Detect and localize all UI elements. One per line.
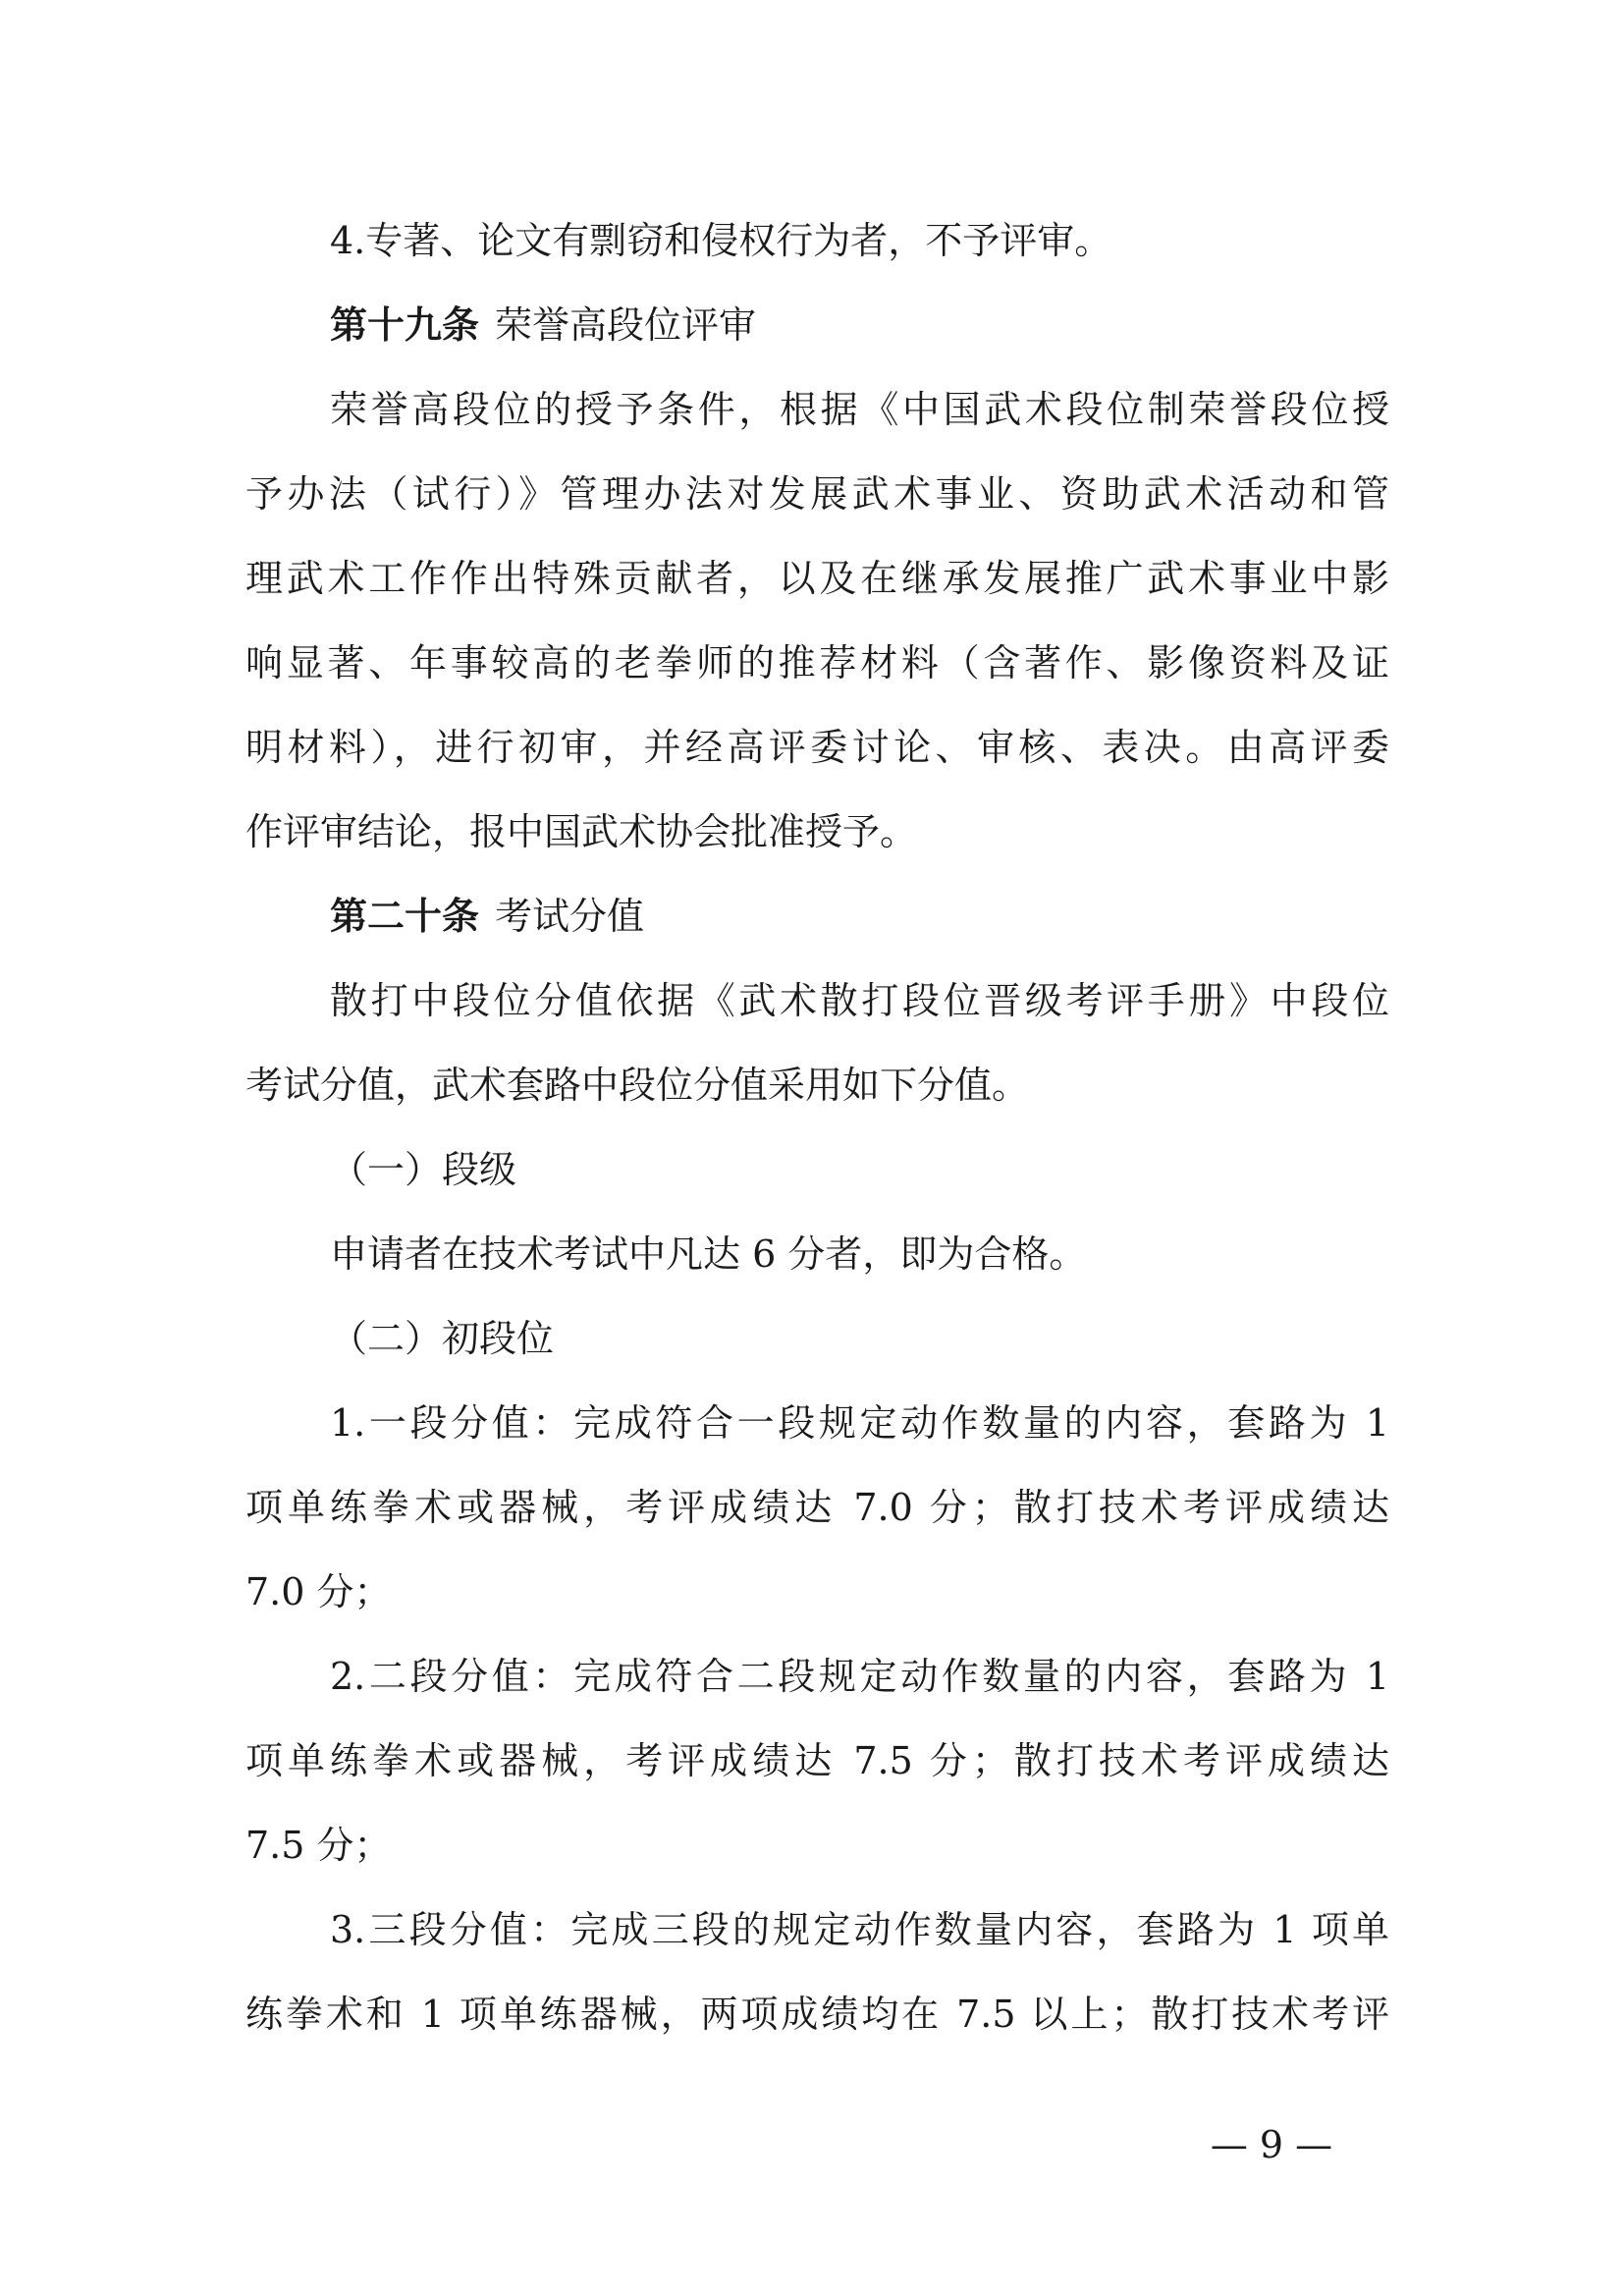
paragraph-line: 荣誉高段位的授予条件，根据《中国武术段位制荣誉段位授 bbox=[330, 388, 1389, 431]
paragraph-line: 响显著、年事较高的老拳师的推荐材料（含著作、影像资料及证 bbox=[245, 641, 1389, 684]
paragraph-line: 申请者在技术考试中凡达 6 分者，即为合格。 bbox=[330, 1232, 1087, 1276]
paragraph-line: 予办法（试行）》管理办法对发展武术事业、资助武术活动和管 bbox=[245, 472, 1389, 516]
list-item-line: 1.一段分值：完成符合一段规定动作数量的内容，套路为 1 bbox=[330, 1401, 1389, 1445]
paragraph-line: 作评审结论，报中国武术协会批准授予。 bbox=[245, 810, 918, 853]
article-20-number: 第二十条 bbox=[330, 895, 480, 938]
article-19-heading-line bbox=[330, 296, 1389, 355]
list-item-line: 7.5 分； bbox=[245, 1824, 392, 1867]
article-20-heading-line bbox=[330, 887, 1389, 946]
paragraph-line: 考试分值，武术套路中段位分值采用如下分值。 bbox=[245, 1064, 1030, 1107]
list-item-line: 2.二段分值：完成符合二段规定动作数量的内容，套路为 1 bbox=[330, 1655, 1389, 1698]
list-item-line: 项单练拳术或器械，考评成绩达 7.0 分；散打技术考评成绩达 bbox=[245, 1486, 1389, 1529]
list-item-line: 练拳术和 1 项单练器械，两项成绩均在 7.5 以上；散打技术考评 bbox=[245, 1993, 1389, 2036]
article-20-title: 考试分值 bbox=[495, 895, 645, 938]
paragraph-line: 散打中段位分值依据《武术散打段位晋级考评手册》中段位 bbox=[330, 979, 1389, 1022]
paragraph-line: 4.专著、论文有剽窃和侵权行为者，不予评审。 bbox=[330, 219, 1112, 262]
page-number: — 9 — bbox=[1210, 2123, 1333, 2166]
list-item-line: 3.三段分值：完成三段的规定动作数量内容，套路为 1 项单 bbox=[330, 1908, 1389, 1951]
article-19-title: 荣誉高段位评审 bbox=[495, 303, 757, 347]
paragraph-line: 明材料），进行初审，并经高评委讨论、审核、表决。由高评委 bbox=[245, 726, 1389, 769]
subsection-heading: （一）段级 bbox=[330, 1148, 517, 1191]
paragraph-line: 理武术工作作出特殊贡献者，以及在继承发展推广武术事业中影 bbox=[245, 557, 1389, 600]
list-item-line: 项单练拳术或器械，考评成绩达 7.5 分；散打技术考评成绩达 bbox=[245, 1739, 1389, 1782]
list-item-line: 7.0 分； bbox=[245, 1570, 392, 1613]
subsection-heading: （二）初段位 bbox=[330, 1317, 555, 1360]
article-19-number: 第十九条 bbox=[330, 303, 480, 347]
